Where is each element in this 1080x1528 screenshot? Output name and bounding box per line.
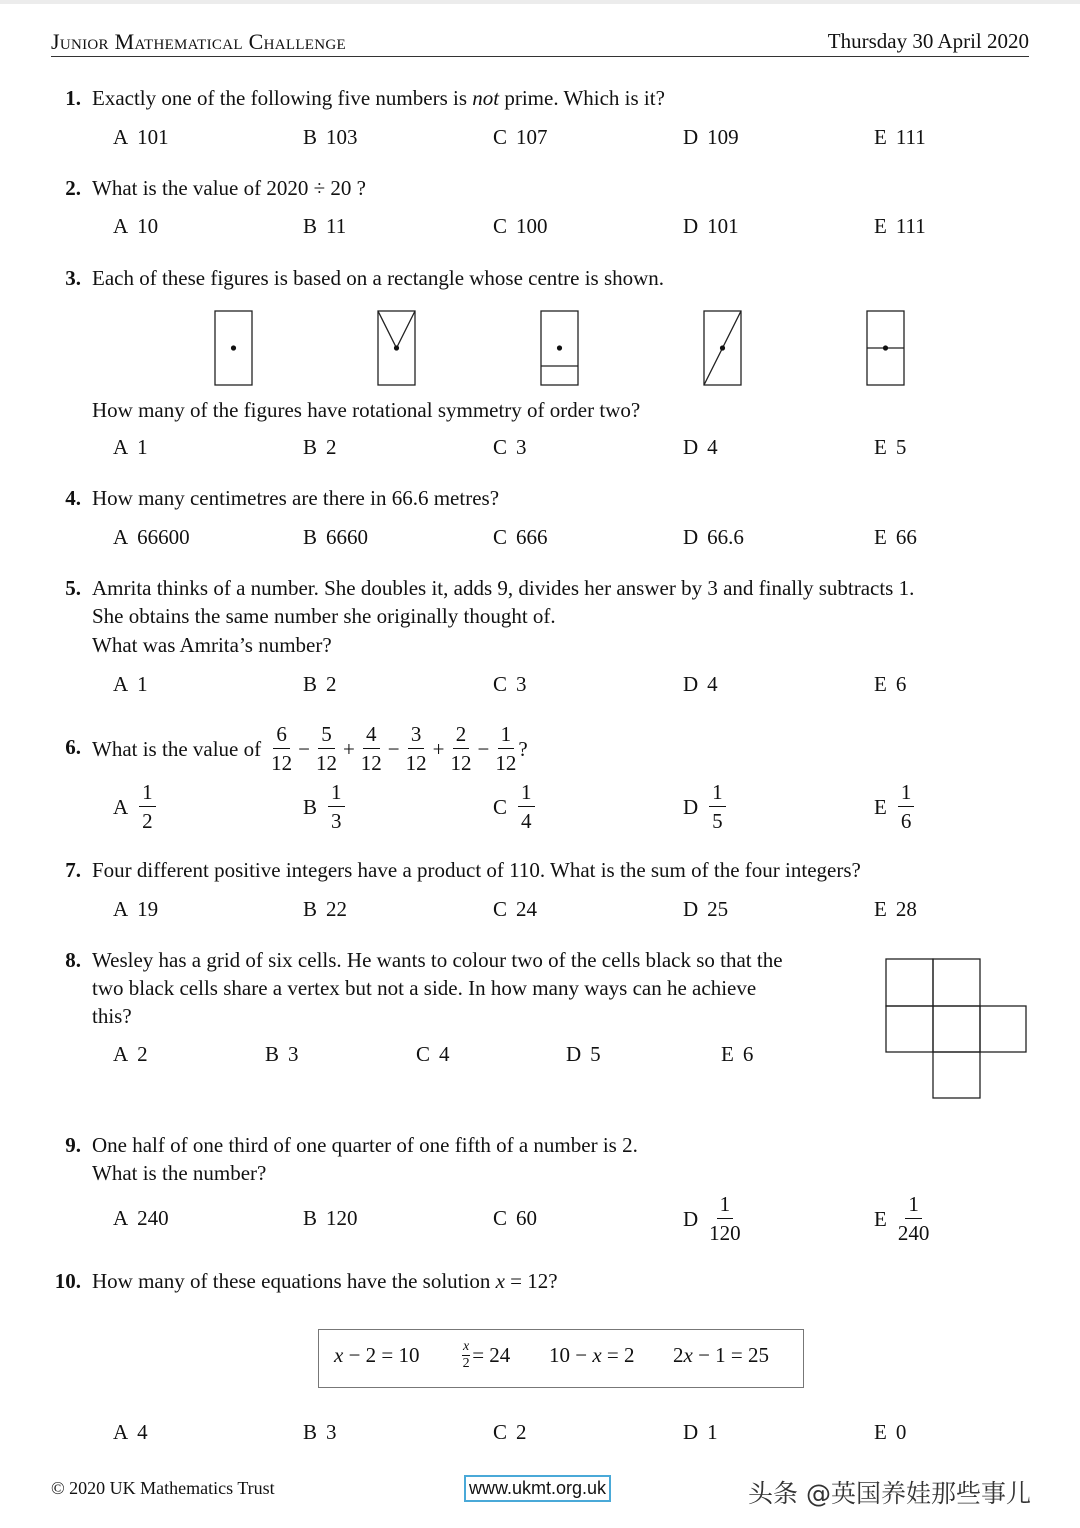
option-c[interactable]: C 3 (493, 672, 527, 696)
option-d[interactable]: D $\frac{1}{5}$ (683, 778, 728, 836)
header-title: Junior Mathematical Challenge (51, 29, 346, 54)
option-c[interactable]: C 100 (493, 214, 548, 238)
equation-2: $\frac{x}{2}$ = 24 (462, 1338, 511, 1371)
option-d[interactable]: D $\frac{1}{120}$ (683, 1192, 741, 1245)
option-e[interactable]: E 0 (874, 1420, 907, 1444)
equation-4: 2x − 1 = 25 (673, 1343, 770, 1367)
option-e[interactable]: E 28 (874, 897, 917, 921)
option-a[interactable]: A 10 (113, 214, 159, 238)
question-text-line: What is the number? (92, 1161, 267, 1185)
option-d[interactable]: D 4 (683, 435, 718, 459)
question-number: 3. (65, 266, 81, 290)
grid-cell (933, 1052, 980, 1098)
option-a[interactable]: A 240 (113, 1206, 169, 1230)
grid-cell (886, 1006, 933, 1052)
option-b[interactable]: B 2 (303, 672, 337, 696)
question-text-line: One half of one third of one quarter of one fifth of a number is 2. (92, 1133, 638, 1157)
option-c[interactable]: C 3 (493, 435, 527, 459)
option-e[interactable]: E 6 (874, 672, 907, 696)
option-c[interactable]: C 4 (416, 1042, 450, 1066)
option-b[interactable]: B 11 (303, 214, 347, 238)
option-e[interactable]: E $\frac{1}{240}$ (874, 1192, 930, 1245)
option-a[interactable]: A 1 (113, 672, 148, 696)
option-d[interactable]: D 1 (683, 1420, 718, 1444)
question-number: 4. (65, 486, 81, 510)
question-number: 9. (65, 1133, 81, 1157)
fraction: $\frac{3}{12}$ (405, 722, 427, 775)
question-text-line: Amrita thinks of a number. She doubles it, adds 9, divides her answer by 3 and finally subtracts 1. (92, 576, 915, 600)
option-d[interactable]: D 4 (683, 672, 718, 696)
option-b[interactable]: B $\frac{1}{3}$ (303, 778, 347, 836)
option-a[interactable]: A 19 (113, 897, 159, 921)
footer-website-link[interactable]: www.ukmt.org.uk (464, 1475, 611, 1502)
six-cell-grid (880, 952, 1036, 1106)
option-e[interactable]: E 111 (874, 214, 926, 238)
option-b[interactable]: B 6660 (303, 525, 369, 549)
option-e[interactable]: E 66 (874, 525, 917, 549)
question-text: Exactly one of the following five numbers is not prime. Which is it? (92, 86, 665, 110)
question-text-line: Wesley has a grid of six cells. He wants to colour two of the cells black so that the (92, 948, 783, 972)
grid-cell (886, 959, 933, 1006)
centre-dot (883, 345, 888, 350)
question-text: What is the value of 2020 ÷ 20 ? (92, 176, 366, 200)
question-text-secondary: How many of the figures have rotational symmetry of order two? (92, 398, 641, 422)
fraction: $\frac{6}{12}$ (271, 722, 293, 775)
grid-cell (933, 1006, 980, 1052)
question-text-line: two black cells share a vertex but not a side. In how many ways can he achieve (92, 976, 757, 1000)
centre-dot (231, 345, 236, 350)
option-a[interactable]: A 2 (113, 1042, 148, 1066)
option-a[interactable]: A $\frac{1}{2}$ (113, 778, 158, 836)
option-e[interactable]: E 111 (874, 125, 926, 149)
question-number: 8. (65, 948, 81, 972)
question-text-line: this? (92, 1004, 132, 1028)
figure-2-v-lines (378, 311, 415, 348)
option-b[interactable]: B 3 (265, 1042, 299, 1066)
option-b[interactable]: B 22 (303, 897, 348, 921)
equation-3: 10 − x = 2 (549, 1343, 635, 1367)
question-number: 2. (65, 176, 81, 200)
grid-cell (933, 959, 980, 1006)
fraction: $\frac{4}{12}$ (360, 722, 382, 775)
question-text-line: What was Amrita’s number? (92, 633, 332, 657)
fraction: $\frac{2}{12}$ (450, 722, 472, 775)
question-text: How many centimetres are there in 66.6 metres? (92, 486, 500, 510)
option-d[interactable]: D 25 (683, 897, 729, 921)
option-d[interactable]: D 109 (683, 125, 739, 149)
centre-dot (394, 345, 399, 350)
top-band (0, 0, 1080, 4)
question-text: Each of these figures is based on a rectangle whose centre is shown. (92, 266, 665, 290)
grid-cell (980, 1006, 1026, 1052)
question-text: How many of these equations have the solution x = 12? (92, 1269, 558, 1293)
question-text: Four different positive integers have a product of 110. What is the sum of the four integers? (92, 858, 861, 882)
option-a[interactable]: A 66600 (113, 525, 190, 549)
option-d[interactable]: D 101 (683, 214, 739, 238)
fraction: $\frac{5}{12}$ (315, 722, 337, 775)
question-number: 6. (65, 735, 81, 759)
option-a[interactable]: A 101 (113, 125, 169, 149)
rectangle-figures (0, 300, 1080, 395)
option-a[interactable]: A 1 (113, 435, 148, 459)
option-c[interactable]: C 24 (493, 897, 538, 921)
option-c[interactable]: C 666 (493, 525, 548, 549)
option-b[interactable]: B 2 (303, 435, 337, 459)
question-text-line: She obtains the same number she originally thought of. (92, 604, 556, 628)
option-e[interactable]: E 6 (721, 1042, 754, 1066)
option-a[interactable]: A 4 (113, 1420, 148, 1444)
option-e[interactable]: E $\frac{1}{6}$ (874, 778, 916, 836)
question-text: What is the value of $\frac{6}{12}$ − $\frac{5}{12}$ + $\frac{4}{12}$ − $\frac{3}{12}$ + $\frac{2}{12}$ − $\frac{1}{12}$ ? (92, 722, 528, 775)
option-e[interactable]: E 5 (874, 435, 907, 459)
equation-1: x − 2 = 10 (334, 1343, 420, 1367)
footer-copyright: © 2020 UK Mathematics Trust (51, 1478, 275, 1498)
option-b[interactable]: B 120 (303, 1206, 358, 1230)
header-date: Thursday 30 April 2020 (827, 29, 1029, 53)
option-c[interactable]: C 2 (493, 1420, 527, 1444)
centre-dot (557, 345, 562, 350)
option-b[interactable]: B 3 (303, 1420, 337, 1444)
question-number: 5. (65, 576, 81, 600)
option-c[interactable]: C 107 (493, 125, 548, 149)
option-b[interactable]: B 103 (303, 125, 358, 149)
option-d[interactable]: D 66.6 (683, 525, 744, 549)
question-number: 1. (65, 86, 81, 110)
watermark: 头条 @英国养娃那些事儿 (748, 1479, 1031, 1508)
option-c[interactable]: C 60 (493, 1206, 538, 1230)
question-number: 7. (65, 858, 81, 882)
option-d[interactable]: D 5 (566, 1042, 601, 1066)
question-number: 10. (54, 1269, 81, 1293)
fraction: $\frac{1}{12}$ (495, 722, 517, 775)
centre-dot (720, 345, 725, 350)
header-rule (51, 56, 1029, 57)
option-c[interactable]: C $\frac{1}{4}$ (493, 778, 537, 836)
